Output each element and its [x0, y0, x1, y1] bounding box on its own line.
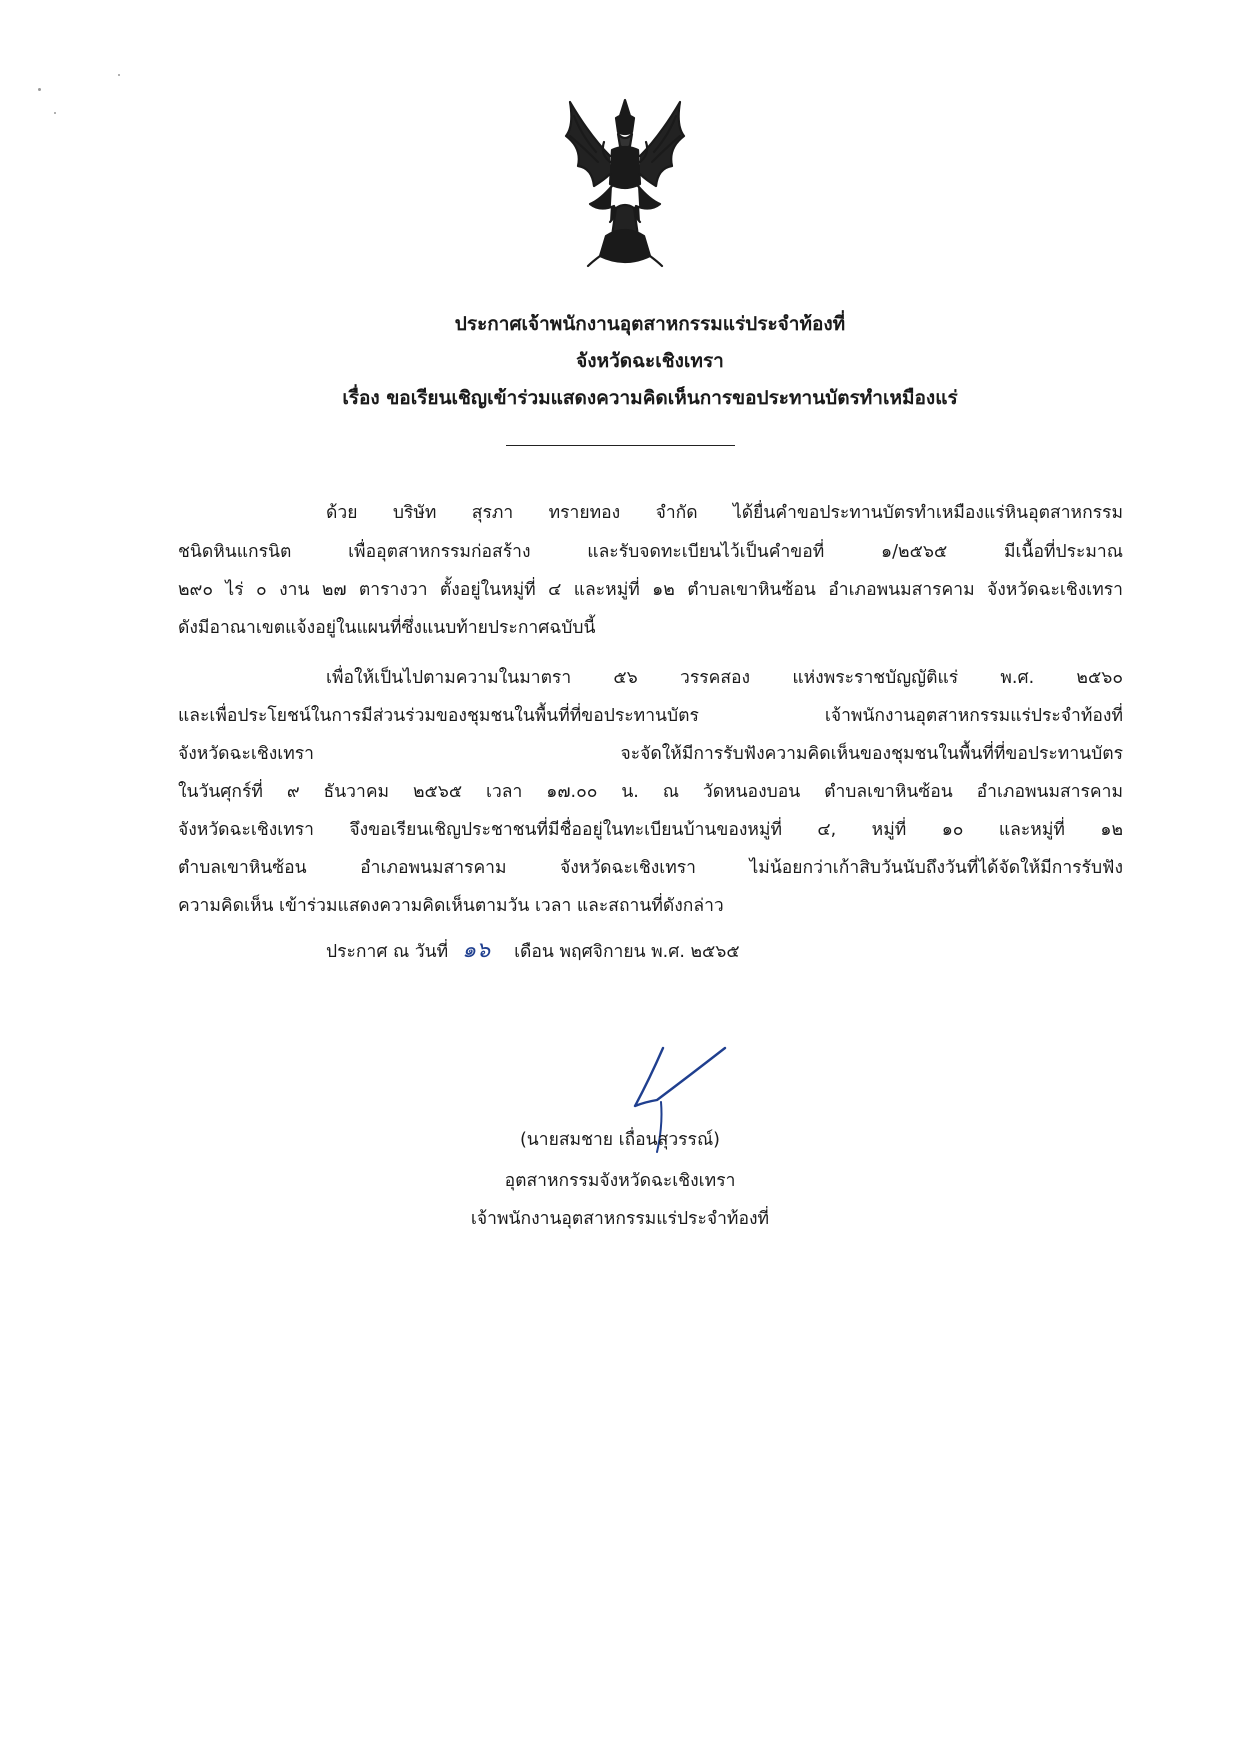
- paragraph-2-line: ตำบลเขาหินซ้อน อำเภอพนมสารคาม จังหวัดฉะเชิงเทรา ไม่น้อยกว่าเก้าสิบวันนับถึงวันที่ได้จัดให้มีการรับฟัง: [178, 858, 1123, 878]
- paragraph-1-line: ชนิดหินแกรนิต เพื่ออุตสาหกรรมก่อสร้าง และรับจดทะเบียนไว้เป็นคำขอที่ ๑/๒๕๖๕ มีเนื้อที่ประมาณ: [178, 542, 1123, 562]
- title-divider: [506, 445, 735, 446]
- signer-title: อุตสาหกรรมจังหวัดฉะเชิงเทรา: [504, 1171, 736, 1191]
- scan-speck: [38, 88, 41, 91]
- paragraph-2-line: เพื่อให้เป็นไปตามความในมาตรา ๕๖ วรรคสอง แห่งพระราชบัญญัติแร่ พ.ศ. ๒๕๖๐: [326, 668, 1123, 688]
- subject-title: เรื่อง ขอเรียนเชิญเข้าร่วมแสดงความคิดเห็นการขอประทานบัตรทำเหมืองแร่: [342, 387, 958, 409]
- signer-name: (นายสมชาย เถื่อนสุวรรณ์): [519, 1130, 721, 1150]
- signer-role: เจ้าพนักงานอุตสาหกรรมแร่ประจำท้องที่: [470, 1209, 770, 1229]
- scan-speck: [54, 112, 56, 114]
- paragraph-1-line: ๒๙๐ ไร่ ๐ งาน ๒๗ ตารางวา ตั้งอยู่ในหมู่ที่ ๔ และหมู่ที่ ๑๒ ตำบลเขาหินซ้อน อำเภอพนมสารคาม จังหวัดฉะเชิงเทรา: [178, 580, 1123, 600]
- date-day-handwritten: ๑๖: [462, 938, 491, 963]
- scan-speck: [118, 74, 120, 76]
- paragraph-2-line: ในวันศุกร์ที่ ๙ ธันวาคม ๒๕๖๕ เวลา ๑๗.๐๐ น. ณ วัดหนองบอน ตำบลเขาหินซ้อน อำเภอพนมสารคาม: [178, 782, 1123, 802]
- announcement-title: ประกาศเจ้าพนักงานอุตสาหกรรมแร่ประจำท้องที่: [454, 313, 846, 335]
- paragraph-2-line: และเพื่อประโยชน์ในการมีส่วนร่วมของชุมชนในพื้นที่ที่ขอประทานบัตร เจ้าพนักงานอุตสาหกรรมแร่ประจำท้องที่: [178, 706, 1123, 726]
- date-month-year: เดือน พฤศจิกายน พ.ศ. ๒๕๖๕: [514, 942, 740, 962]
- paragraph-1-line: ดังมีอาณาเขตแจ้งอยู่ในแผนที่ซึ่งแนบท้ายประกาศฉบับนี้: [178, 618, 596, 638]
- date-prefix: ประกาศ ณ วันที่: [326, 942, 449, 962]
- garuda-emblem-icon: [560, 96, 690, 268]
- paragraph-1-line: ด้วย บริษัท สุรภา ทรายทอง จำกัด ได้ยื่นคำขอประทานบัตรทำเหมืองแร่หินอุตสาหกรรม: [326, 503, 1123, 523]
- paragraph-2-line: จังหวัดฉะเชิงเทรา จึงขอเรียนเชิญประชาชนที่มีชื่ออยู่ในทะเบียนบ้านของหมู่ที่ ๔, หมู่ที่ ๑๐ และหมู่ที่ ๑๒: [178, 820, 1123, 840]
- announcement-date: [326, 938, 740, 965]
- province-title: จังหวัดฉะเชิงเทรา: [576, 350, 724, 372]
- paragraph-2-line: ความคิดเห็น เข้าร่วมแสดงความคิดเห็นตามวัน เวลา และสถานที่ดังกล่าว: [178, 896, 724, 916]
- paragraph-2-line: จังหวัดฉะเชิงเทรา จะจัดให้มีการรับฟังความคิดเห็นของชุมชนในพื้นที่ที่ขอประทานบัตร: [178, 744, 1123, 764]
